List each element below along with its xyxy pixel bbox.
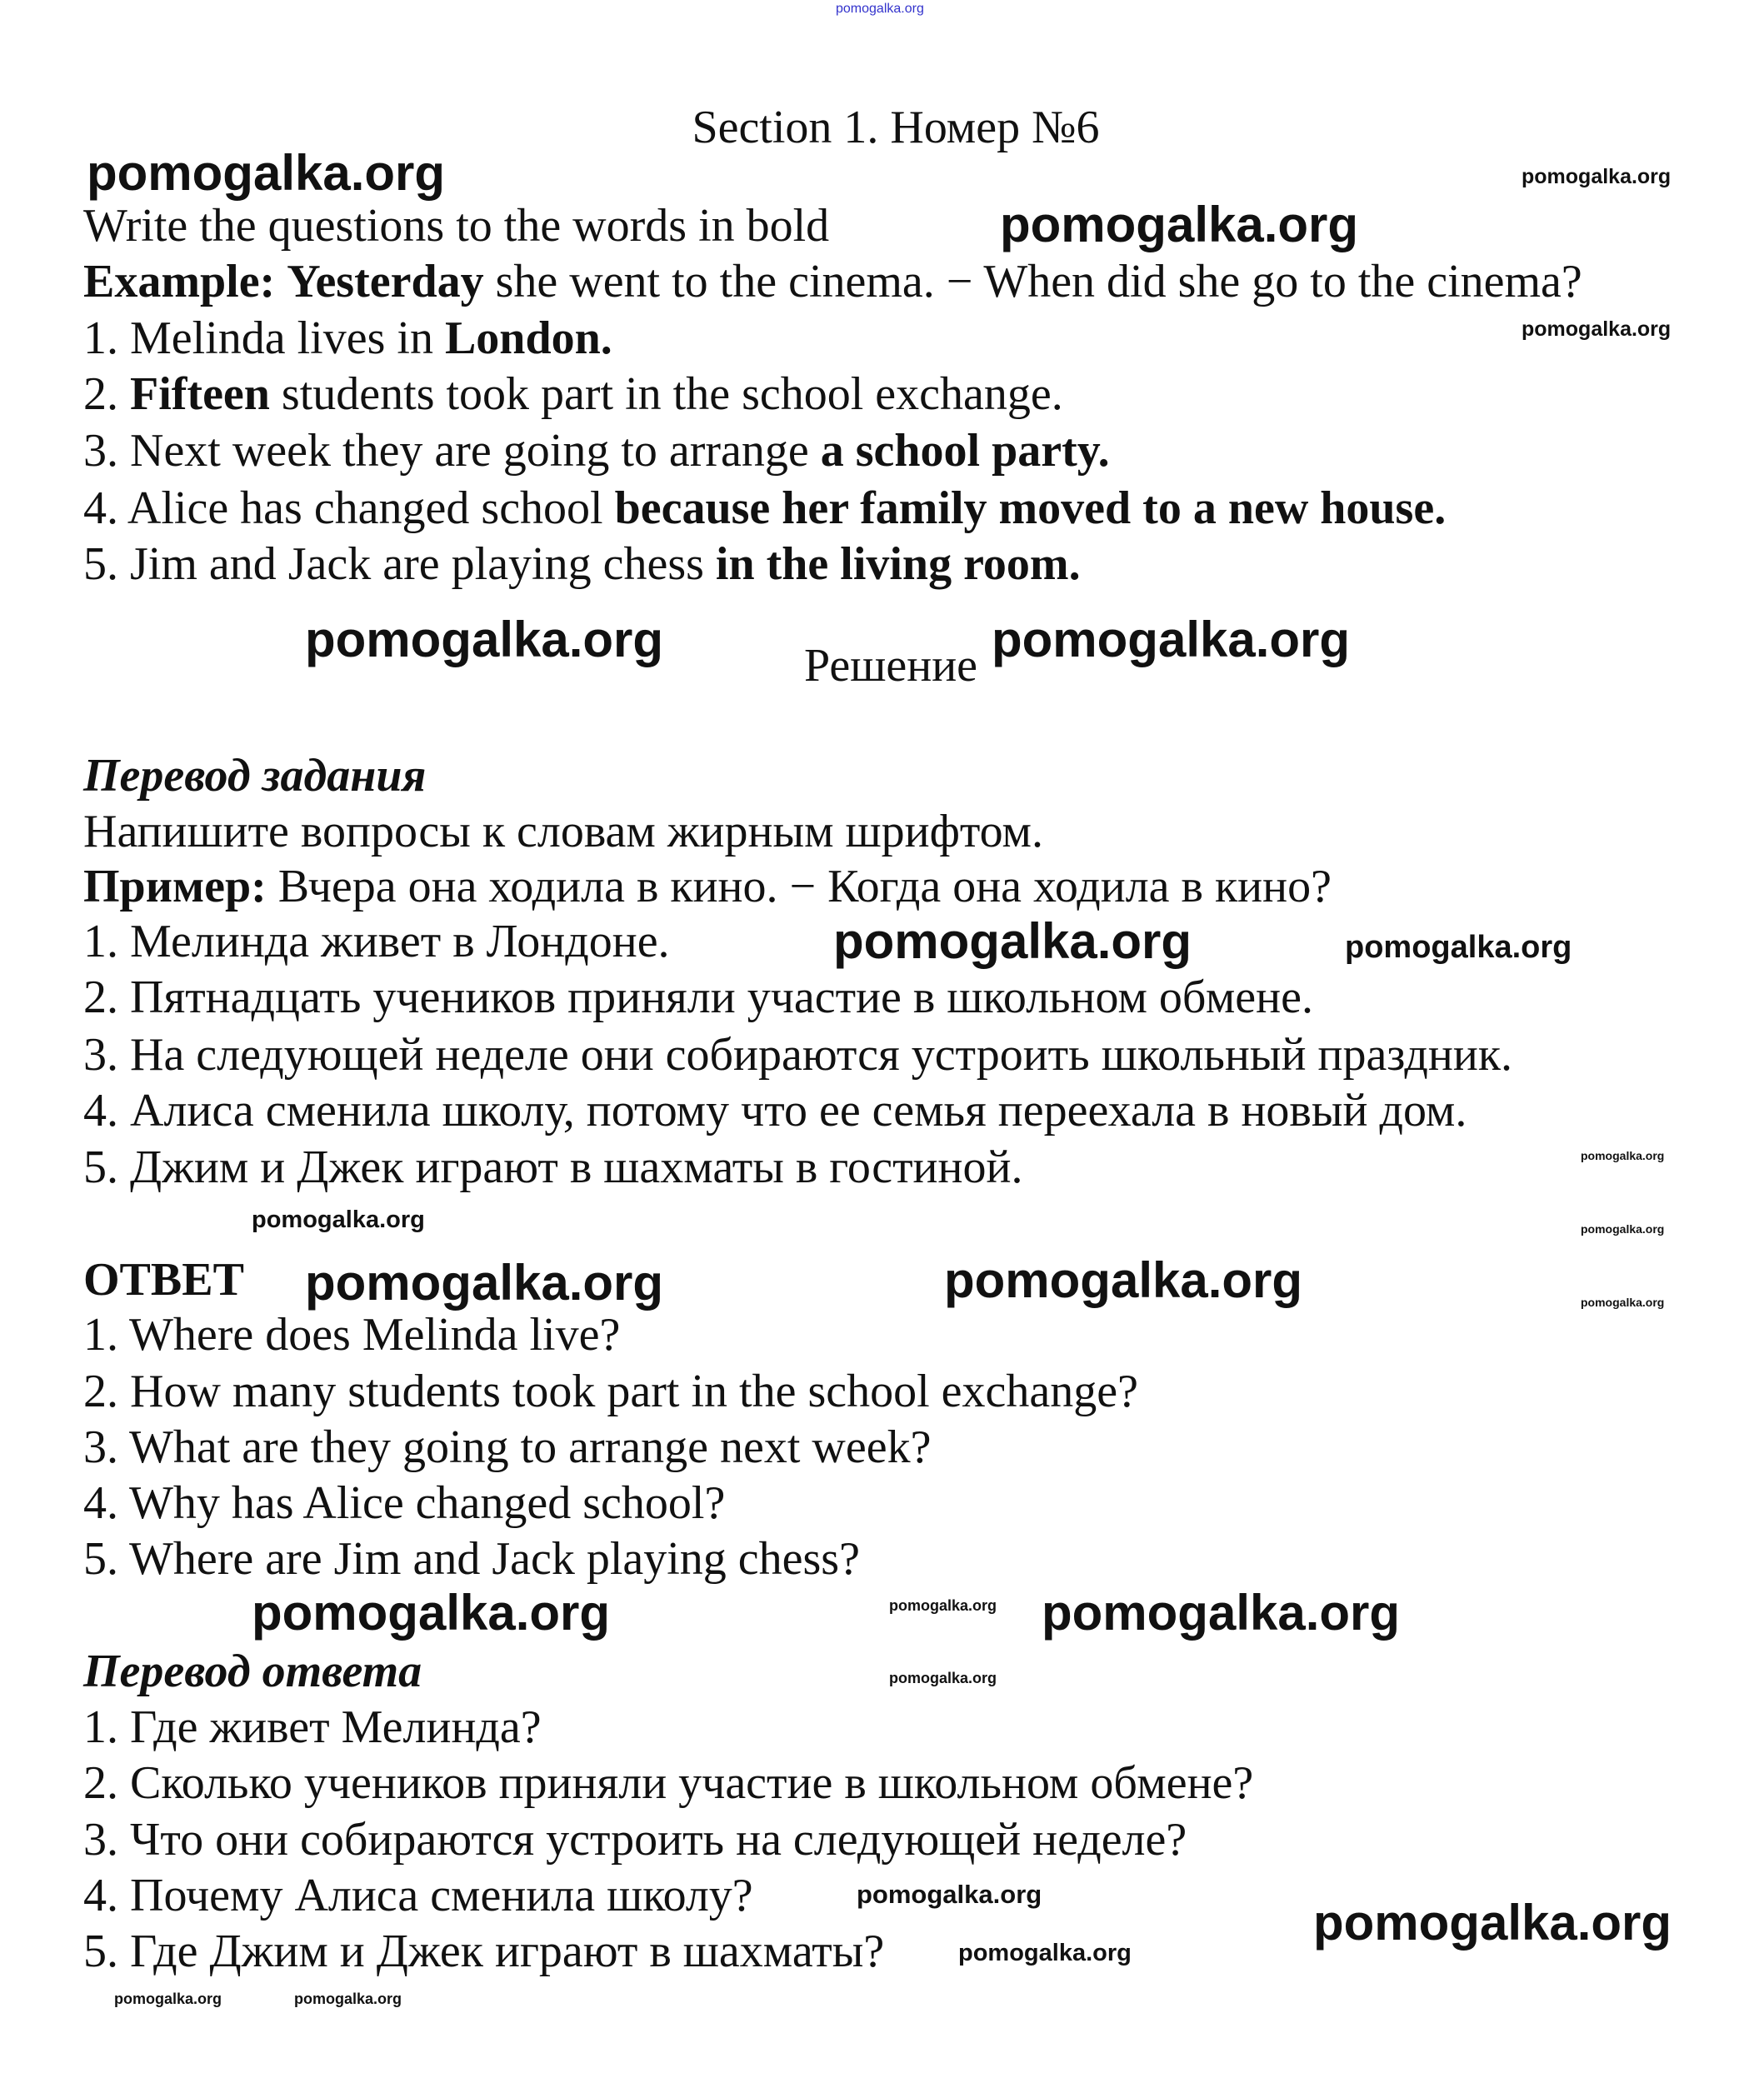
- watermark: pomogalka.org: [958, 1940, 1132, 1966]
- watermark: pomogalka.org: [1581, 1222, 1665, 1236]
- item-text: 5. Jim and Jack are playing chess: [83, 538, 716, 590]
- item-text: 4. Alice has changed school: [83, 482, 615, 534]
- watermark: pomogalka.org: [1345, 930, 1572, 965]
- task-item: [83, 483, 1446, 533]
- item-bold: because her family moved to a new house.: [614, 482, 1447, 534]
- answer-item: 1. Where does Melinda live?: [83, 1309, 621, 1361]
- watermark: pomogalka.org: [833, 913, 1192, 969]
- watermark: pomogalka.org: [992, 612, 1351, 667]
- item-text: 3. Next week they are going to arrange: [83, 425, 821, 477]
- translation-item: 2. Пятнадцать учеников приняли участие в школьном обмене.: [83, 972, 1313, 1023]
- translation-example: [83, 862, 1332, 912]
- watermark: pomogalka.org: [114, 1991, 222, 2007]
- example-label: Example:: [83, 256, 276, 307]
- solution-heading: Решение: [804, 640, 978, 692]
- item-bold: in the living room.: [715, 538, 1081, 590]
- item-bold: London.: [444, 312, 612, 364]
- watermark: pomogalka.org: [252, 1206, 425, 1233]
- watermark: pomogalka.org: [1581, 1296, 1665, 1309]
- item-text: 2.: [83, 368, 130, 420]
- translation-heading: Перевод задания: [83, 750, 427, 802]
- watermark: pomogalka.org: [889, 1597, 997, 1614]
- watermark: pomogalka.org: [1000, 197, 1359, 252]
- task-item: [83, 539, 1081, 589]
- watermark: pomogalka.org: [944, 1252, 1303, 1308]
- watermark: pomogalka.org: [305, 612, 664, 667]
- task-item: [83, 369, 1063, 419]
- watermark: pomogalka.org: [1522, 165, 1672, 188]
- item-text: 1. Melinda lives in: [83, 312, 445, 364]
- answer-translation-heading: Перевод ответа: [83, 1646, 422, 1697]
- answer-translation-item: 3. Что они собираются устроить на следующей неделе?: [83, 1814, 1187, 1866]
- example-bold: Yesterday: [287, 256, 484, 307]
- example-label: Пример:: [83, 861, 267, 912]
- watermark: pomogalka.org: [857, 1880, 1042, 1909]
- watermark: pomogalka.org: [87, 145, 446, 201]
- task-example: [83, 257, 1582, 307]
- task-item: [83, 313, 612, 363]
- translation-item: 3. На следующей неделе они собираются устроить школьный праздник.: [83, 1029, 1513, 1081]
- task-instruction: Write the questions to the words in bold: [83, 200, 830, 252]
- item-text: students took part in the school exchange.: [269, 368, 1063, 420]
- watermark: pomogalka.org: [305, 1255, 664, 1311]
- watermark: pomogalka.org: [294, 1991, 402, 2007]
- translation-item: 4. Алиса сменила школу, потому что ее семья переехала в новый дом.: [83, 1085, 1467, 1136]
- watermark: pomogalka.org: [1042, 1585, 1401, 1641]
- watermark: pomogalka.org: [889, 1670, 997, 1686]
- translation-item: 5. Джим и Джек играют в шахматы в гостиной.: [83, 1141, 1023, 1193]
- translation-item: 1. Мелинда живет в Лондоне.: [83, 916, 670, 967]
- answer-translation-item: 1. Где живет Мелинда?: [83, 1701, 542, 1753]
- watermark: pomogalka.org: [1313, 1895, 1672, 1951]
- item-bold: Fifteen: [130, 368, 270, 420]
- answer-item: 3. What are they going to arrange next week?: [83, 1421, 932, 1473]
- answer-item: 4. Why has Alice changed school?: [83, 1477, 726, 1529]
- top-site-link[interactable]: pomogalka.org: [836, 2, 924, 16]
- answer-item: 5. Where are Jim and Jack playing chess?: [83, 1533, 860, 1585]
- answer-translation-item: 4. Почему Алиса сменила школу?: [83, 1870, 753, 1921]
- watermark: pomogalka.org: [1581, 1149, 1665, 1162]
- watermark: pomogalka.org: [252, 1585, 611, 1641]
- answer-translation-item: 2. Сколько учеников приняли участие в школьном обмене?: [83, 1757, 1254, 1809]
- task-item: [83, 426, 1110, 476]
- example-text: she went to the cinema. − When did she go to the cinema?: [483, 256, 1582, 307]
- page-title: Section 1. Номер №6: [692, 102, 1100, 153]
- answer-translation-item: 5. Где Джим и Джек играют в шахматы?: [83, 1926, 885, 1977]
- example-text: Вчера она ходила в кино. − Когда она ходила в кино?: [266, 861, 1332, 912]
- answer-heading: ОТВЕТ: [83, 1254, 244, 1306]
- item-bold: a school party.: [820, 425, 1110, 477]
- translation-instruction: Напишите вопросы к словам жирным шрифтом.: [83, 806, 1043, 857]
- answer-item: 2. How many students took part in the school exchange?: [83, 1366, 1138, 1417]
- watermark: pomogalka.org: [1522, 317, 1672, 341]
